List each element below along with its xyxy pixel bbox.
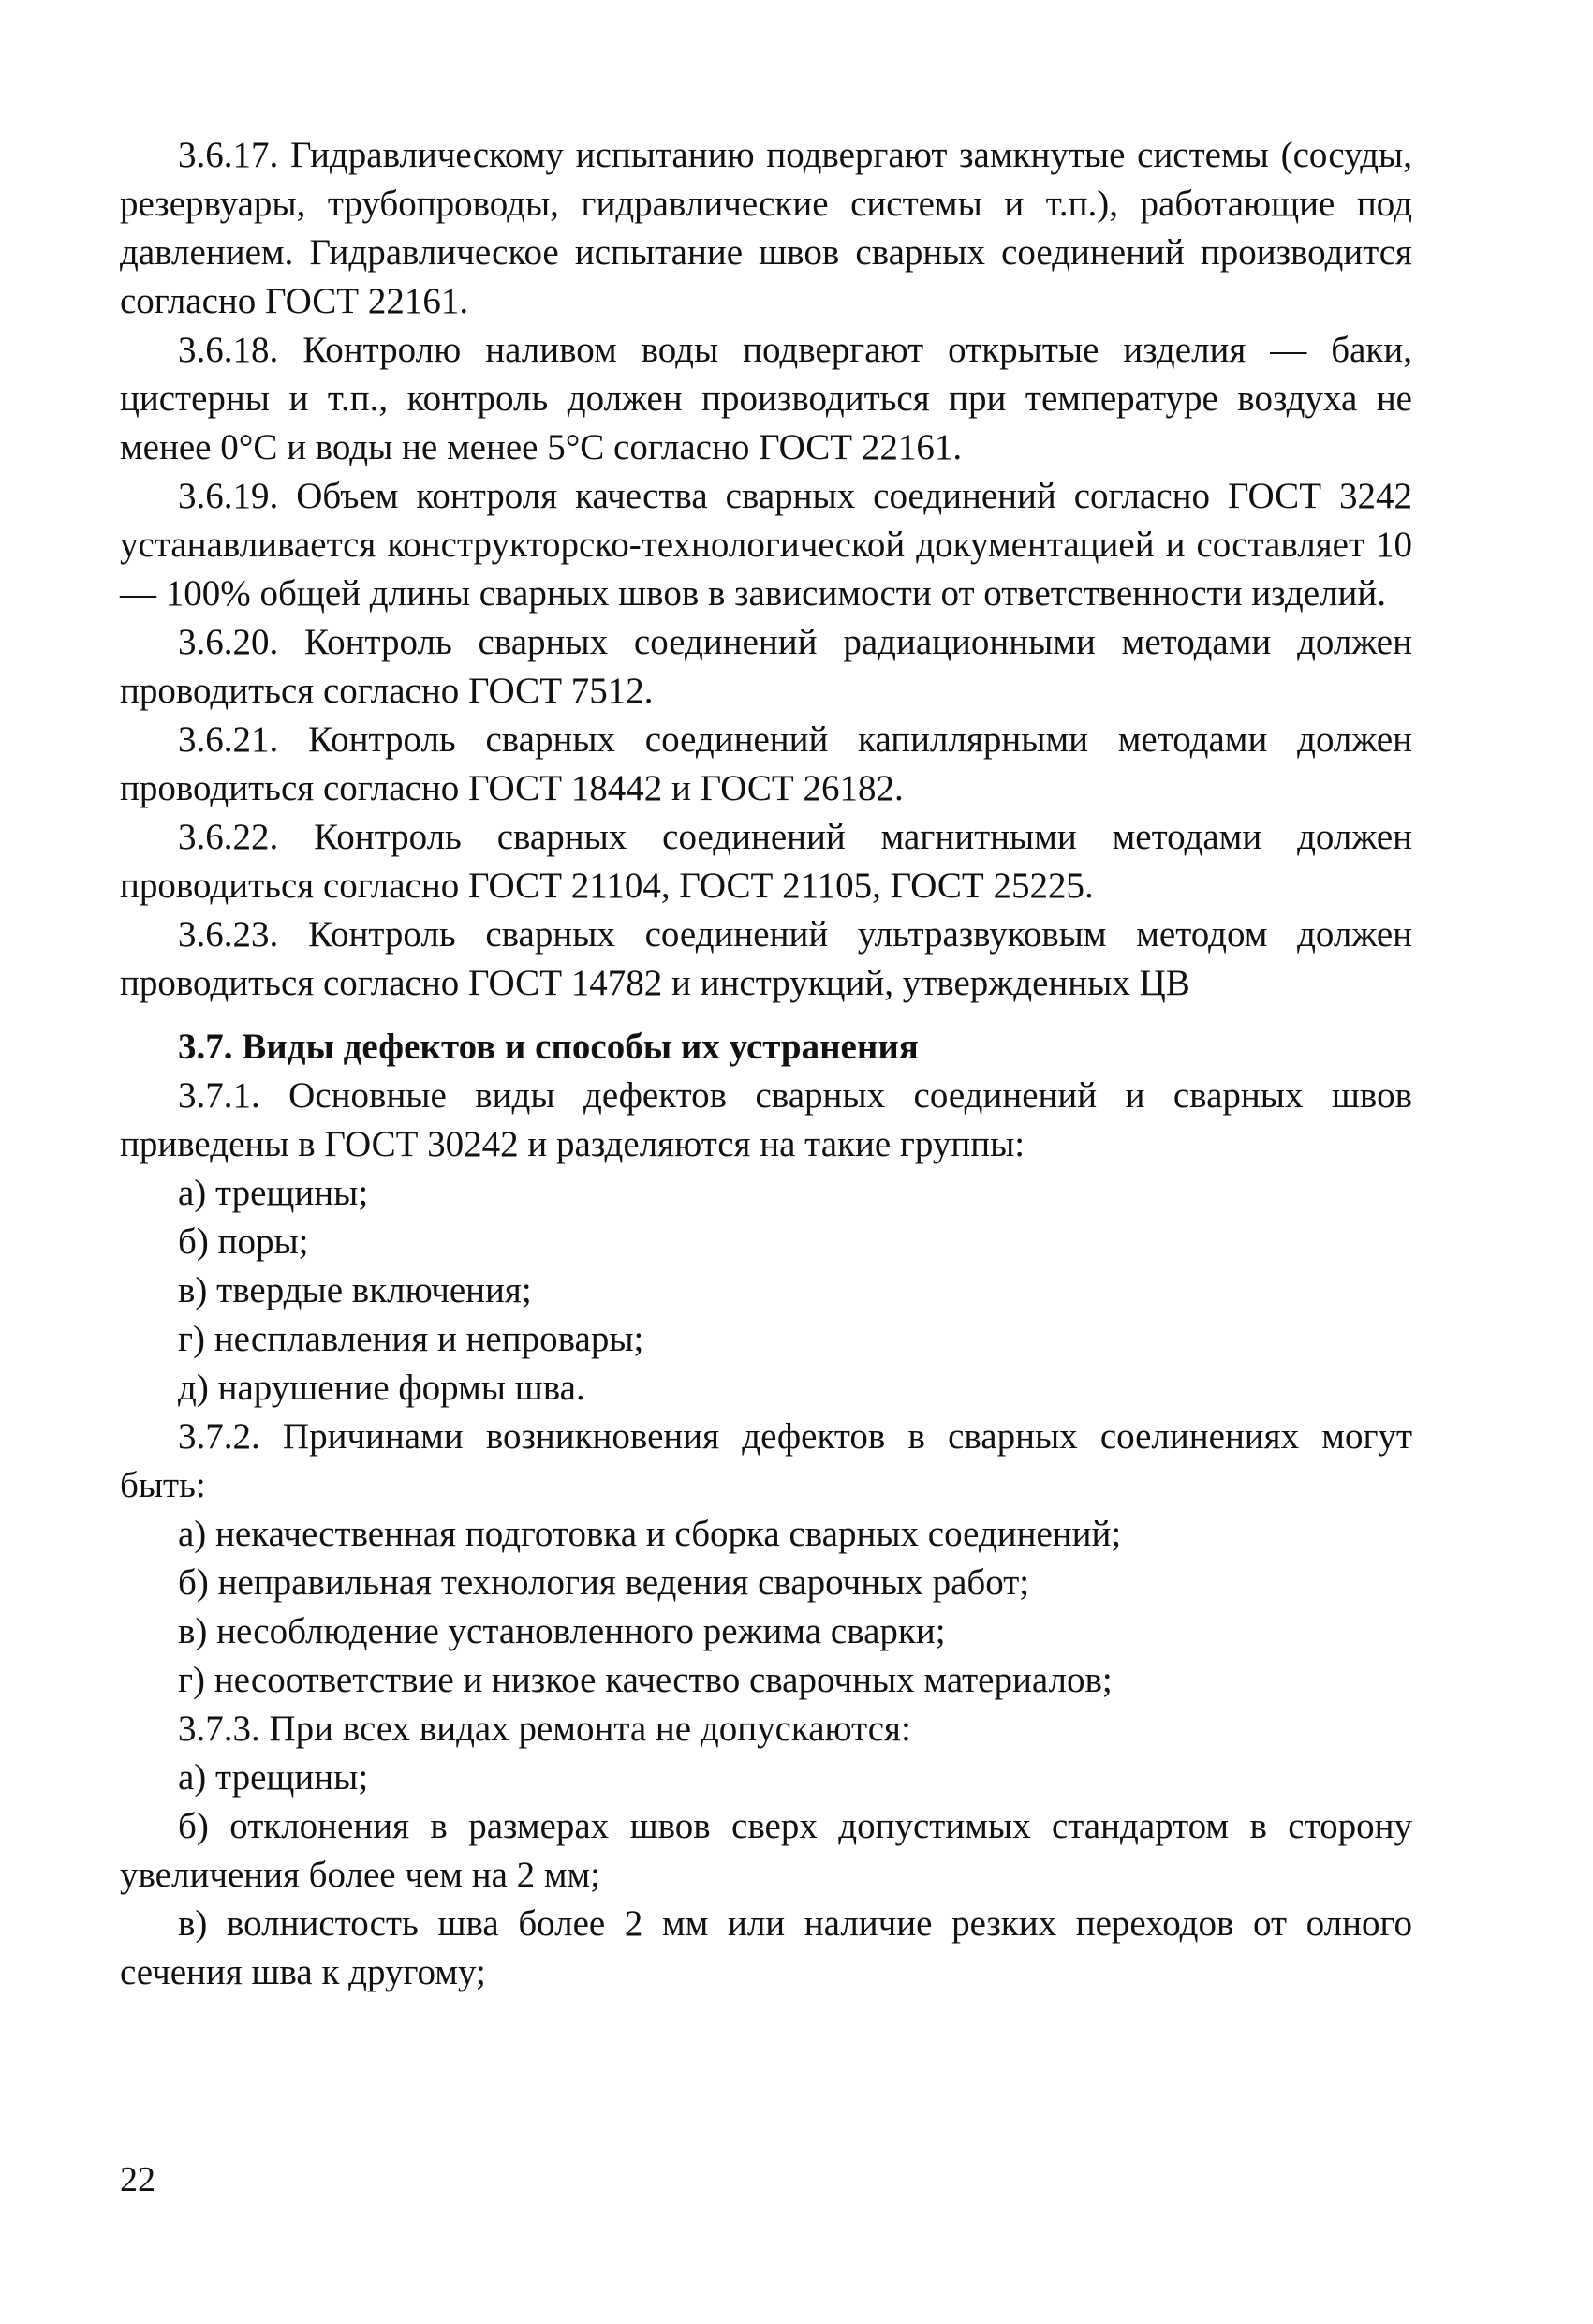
defect-group-item: б) поры; xyxy=(178,1221,309,1262)
paragraph-3-6-22: 3.6.22. Контроль сварных соединений магнитными методами должен проводиться согласно ГОСТ 21104, ГОСТ 21105, ГОСТ 25225. xyxy=(120,817,1412,906)
paragraph-3-6-19: 3.6.19. Объем контроля качества сварных соединений согласно ГОСТ 3242 устанавливается конструкторско-технологической документацией и составляет 10 — 100% общей длины сварных швов в зависимости от ответственности изделий. xyxy=(120,476,1412,614)
defect-group-item: а) трещины; xyxy=(178,1173,369,1213)
paragraph-3-7-2: 3.7.2. Причинами возникновения дефектов в сварных соелинениях могут быть: xyxy=(120,1416,1412,1505)
cause-item: в) несоблюдение установленного режима сварки; xyxy=(178,1611,946,1651)
paragraph-3-7-1: 3.7.1. Основные виды дефектов сварных соединений и сварных швов приведены в ГОСТ 30242 и разделяются на такие группы: xyxy=(120,1075,1412,1164)
page-number: 22 xyxy=(120,2160,155,2199)
cause-item: а) некачественная подготовка и сборка сварных соединений; xyxy=(178,1514,1122,1554)
defect-group-item: д) нарушение формы шва. xyxy=(178,1368,585,1408)
paragraph-3-6-18: 3.6.18. Контролю наливом воды подвергают открытые изделия — баки, цистерны и т.п., контроль должен производиться при температуре воздуха не менее 0°С и воды не менее 5°С согласно ГОСТ 22161. xyxy=(120,330,1412,467)
document-page xyxy=(120,131,1412,1997)
cause-item: б) неправильная технология ведения сварочных работ; xyxy=(178,1562,1030,1603)
cause-item: г) несоответствие и низкое качество сварочных материалов; xyxy=(178,1660,1113,1700)
paragraph-3-6-21: 3.6.21. Контроль сварных соединений капиллярными методами должен проводиться согласно ГОСТ 18442 и ГОСТ 26182. xyxy=(120,719,1412,808)
not-allowed-item: б) отклонения в размерах швов сверх допустимых стандартом в сторону увеличения более чем на 2 мм; xyxy=(120,1806,1412,1895)
section-heading-3-7: 3.7. Виды дефектов и способы их устранения xyxy=(178,1027,919,1067)
paragraph-3-7-3: 3.7.3. При всех видах ремонта не допускаются: xyxy=(178,1709,911,1749)
not-allowed-item: а) трещины; xyxy=(178,1757,369,1798)
paragraph-3-6-20: 3.6.20. Контроль сварных соединений радиационными методами должен проводиться согласно ГОСТ 7512. xyxy=(120,622,1412,711)
not-allowed-item: в) волнистость шва более 2 мм или наличие резких переходов от олного сечения шва к другому; xyxy=(120,1903,1412,1992)
defect-group-item: г) несплавления и непровары; xyxy=(178,1319,644,1359)
defect-group-item: в) твердые включения; xyxy=(178,1270,532,1310)
paragraph-3-6-17: 3.6.17. Гидравлическому испытанию подвергают замкнутые системы (сосуды, резервуары, трубопроводы, гидравлические системы и т.п.), работающие под давлением. Гидравлическое испытание швов сварных соединений производится согласно ГОСТ 22161. xyxy=(120,135,1412,321)
paragraph-3-6-23: 3.6.23. Контроль сварных соединений ультразвуковым методом должен проводиться согласно ГОСТ 14782 и инструкций, утвержденных ЦВ xyxy=(120,914,1412,1003)
